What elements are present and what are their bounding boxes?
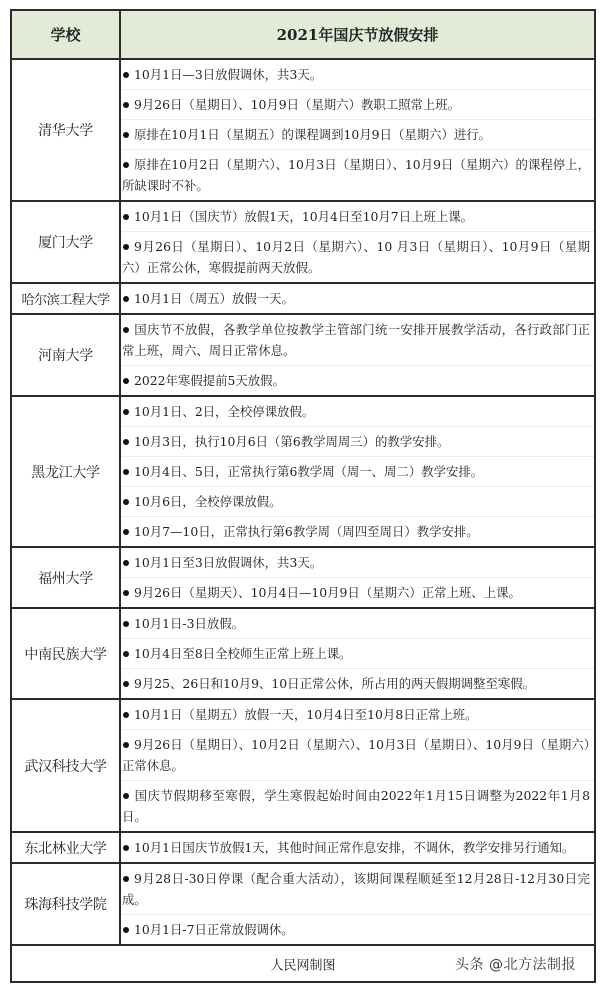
item-text: 原排在10月2日（星期六）、10月3日（星期日）、10月9日（星期六）的课程停上，所缺课时不补。	[122, 157, 590, 193]
bullet-dot-icon	[123, 651, 129, 657]
item-text: 9月28日-30日停课（配合重大活动），该期间课程顺延至12月28日-12月30日完成。	[122, 871, 590, 907]
table-footer-row	[12, 945, 594, 981]
list-item	[121, 150, 594, 200]
arrangement-list	[121, 202, 594, 282]
arrangement-list	[121, 397, 594, 546]
bullet-dot-icon	[123, 499, 129, 505]
list-item	[121, 397, 594, 427]
item-text: 原排在10月1日（星期五）的课程调到10月9日（星期六）进行。	[134, 127, 492, 142]
table-body	[12, 59, 594, 981]
bullet-dot-icon	[123, 244, 129, 250]
item-text: 10月6日，全校停课放假。	[134, 494, 282, 509]
item-text: 9月26日（星期天）、10月4日—10月9日（星期六）正常上班、上课。	[134, 585, 521, 600]
bullet-dot-icon	[123, 793, 129, 799]
arrangement-list	[121, 548, 594, 607]
list-item	[121, 60, 594, 90]
arrangement-list	[121, 864, 594, 944]
bullet-dot-icon	[123, 529, 129, 535]
item-text: 国庆节假期移至寒假，学生寒假起始时间由2022年1月15日调整为2022年1月8日。	[122, 788, 590, 824]
list-item	[121, 315, 594, 366]
list-item	[121, 730, 594, 781]
item-text: 9月26日（星期日）、10月2日（星期六）、10 月3日（星期日）、10月9日（星期六）正常公休，寒假提前两天放假。	[122, 239, 590, 275]
school-name: 哈尔滨工程大学	[12, 283, 120, 314]
bullet-dot-icon	[123, 327, 129, 333]
item-text: 国庆节不放假，各教学单位按教学主管部门统一安排开展教学活动，各行政部门正常上班，周六、周日正常休息。	[122, 322, 590, 358]
bullet-dot-icon	[123, 621, 129, 627]
arrangement-list	[121, 700, 594, 831]
list-item	[121, 833, 594, 862]
school-name: 中南民族大学	[12, 608, 120, 699]
list-item	[121, 639, 594, 669]
school-name: 清华大学	[12, 59, 120, 201]
item-text: 10月1日—3日放假调休，共3天。	[134, 67, 323, 82]
list-item	[121, 90, 594, 120]
item-text: 10月1日-3日放假。	[134, 616, 245, 631]
school-name: 厦门大学	[12, 201, 120, 283]
list-item	[121, 864, 594, 915]
table-row	[12, 201, 594, 283]
arrangement-cell	[120, 699, 594, 832]
arrangement-list	[121, 315, 594, 395]
bullet-dot-icon	[123, 296, 129, 302]
bullet-dot-icon	[123, 469, 129, 475]
watermark-text: 头条 @北方法制报	[455, 956, 576, 973]
item-text: 10月4日至8日全校师生正常上班上课。	[134, 646, 352, 661]
list-item	[121, 487, 594, 517]
bullet-dot-icon	[123, 72, 129, 78]
list-item	[121, 700, 594, 730]
school-name: 东北林业大学	[12, 832, 120, 863]
list-item	[121, 232, 594, 282]
holiday-schedule-table	[12, 11, 594, 981]
list-item	[121, 609, 594, 639]
bullet-dot-icon	[123, 439, 129, 445]
item-text: 10月4日、5日，正常执行第6教学周（周一、周二）教学安排。	[134, 464, 484, 479]
column-header-school: 学校	[12, 11, 120, 59]
list-item	[121, 781, 594, 831]
school-name: 河南大学	[12, 314, 120, 396]
bullet-dot-icon	[123, 102, 129, 108]
school-name: 黑龙江大学	[12, 396, 120, 547]
arrangement-cell	[120, 59, 594, 201]
arrangement-cell	[120, 314, 594, 396]
list-item	[121, 548, 594, 578]
table-row	[12, 699, 594, 832]
table-row	[12, 396, 594, 547]
bullet-dot-icon	[123, 214, 129, 220]
bullet-dot-icon	[123, 927, 129, 933]
footer-cell	[12, 945, 594, 981]
item-text: 10月1日、2日，全校停课放假。	[134, 404, 315, 419]
bullet-dot-icon	[123, 560, 129, 566]
table-row	[12, 314, 594, 396]
bullet-dot-icon	[123, 742, 129, 748]
bullet-dot-icon	[123, 409, 129, 415]
arrangement-cell	[120, 608, 594, 699]
holiday-schedule-sheet	[10, 9, 596, 983]
arrangement-cell	[120, 201, 594, 283]
list-item	[121, 202, 594, 232]
item-text: 2022年寒假提前5天放假。	[134, 373, 285, 388]
list-item	[121, 669, 594, 698]
item-text: 10月3日，执行10月6日（第6教学周周三）的教学安排。	[134, 434, 450, 449]
school-name: 武汉科技大学	[12, 699, 120, 832]
list-item	[121, 284, 594, 313]
arrangement-list	[121, 609, 594, 698]
item-text: 9月26日（星期日）、10月9日（星期六）教职工照常上班。	[134, 97, 461, 112]
arrangement-list	[121, 60, 594, 200]
school-name: 珠海科技学院	[12, 863, 120, 945]
table-row	[12, 283, 594, 314]
item-text: 10月1日（国庆节）放假1天，10月4日至10月7日上班上课。	[134, 209, 474, 224]
item-text: 10月1日国庆节放假1天，其他时间正常作息安排，不调休，教学安排另行通知。	[134, 840, 575, 855]
table-row	[12, 547, 594, 608]
arrangement-list	[121, 284, 594, 313]
arrangement-cell	[120, 283, 594, 314]
list-item	[121, 366, 594, 395]
item-text: 10月1日至3日放假调休，共3天。	[134, 555, 323, 570]
bullet-dot-icon	[123, 132, 129, 138]
bullet-dot-icon	[123, 162, 129, 168]
school-name: 福州大学	[12, 547, 120, 608]
bullet-dot-icon	[123, 378, 129, 384]
arrangement-list	[121, 833, 594, 862]
bullet-dot-icon	[123, 681, 129, 687]
list-item	[121, 427, 594, 457]
list-item	[121, 915, 594, 944]
item-text: 10月7—10日，正常执行第6教学周（周四至周日）教学安排。	[134, 524, 479, 539]
item-text: 9月26日（星期日）、10月2日（星期六）、10月3日（星期日）、10月9日（星期六）正常休息。	[122, 737, 590, 773]
table-header-row	[12, 11, 594, 59]
table-row	[12, 832, 594, 863]
arrangement-cell	[120, 863, 594, 945]
arrangement-cell	[120, 396, 594, 547]
list-item	[121, 120, 594, 150]
bullet-dot-icon	[123, 712, 129, 718]
arrangement-cell	[120, 832, 594, 863]
bullet-dot-icon	[123, 590, 129, 596]
item-text: 10月1日-7日正常放假调休。	[134, 922, 294, 937]
bullet-dot-icon	[123, 876, 129, 882]
table-row	[12, 863, 594, 945]
list-item	[121, 457, 594, 487]
item-text: 10月1日（星期五）放假一天，10月4日至10月8日正常上班。	[134, 707, 478, 722]
table-row	[12, 608, 594, 699]
list-item	[121, 578, 594, 607]
column-header-arrangement: 2021年国庆节放假安排	[120, 11, 594, 59]
table-row	[12, 59, 594, 201]
credit-text: 人民网制图	[270, 958, 336, 973]
list-item	[121, 517, 594, 546]
item-text: 9月25、26日和10月9、10日正常公休，所占用的两天假期调整至寒假。	[134, 676, 535, 691]
item-text: 10月1日（周五）放假一天。	[134, 291, 294, 306]
bullet-dot-icon	[123, 845, 129, 851]
arrangement-cell	[120, 547, 594, 608]
